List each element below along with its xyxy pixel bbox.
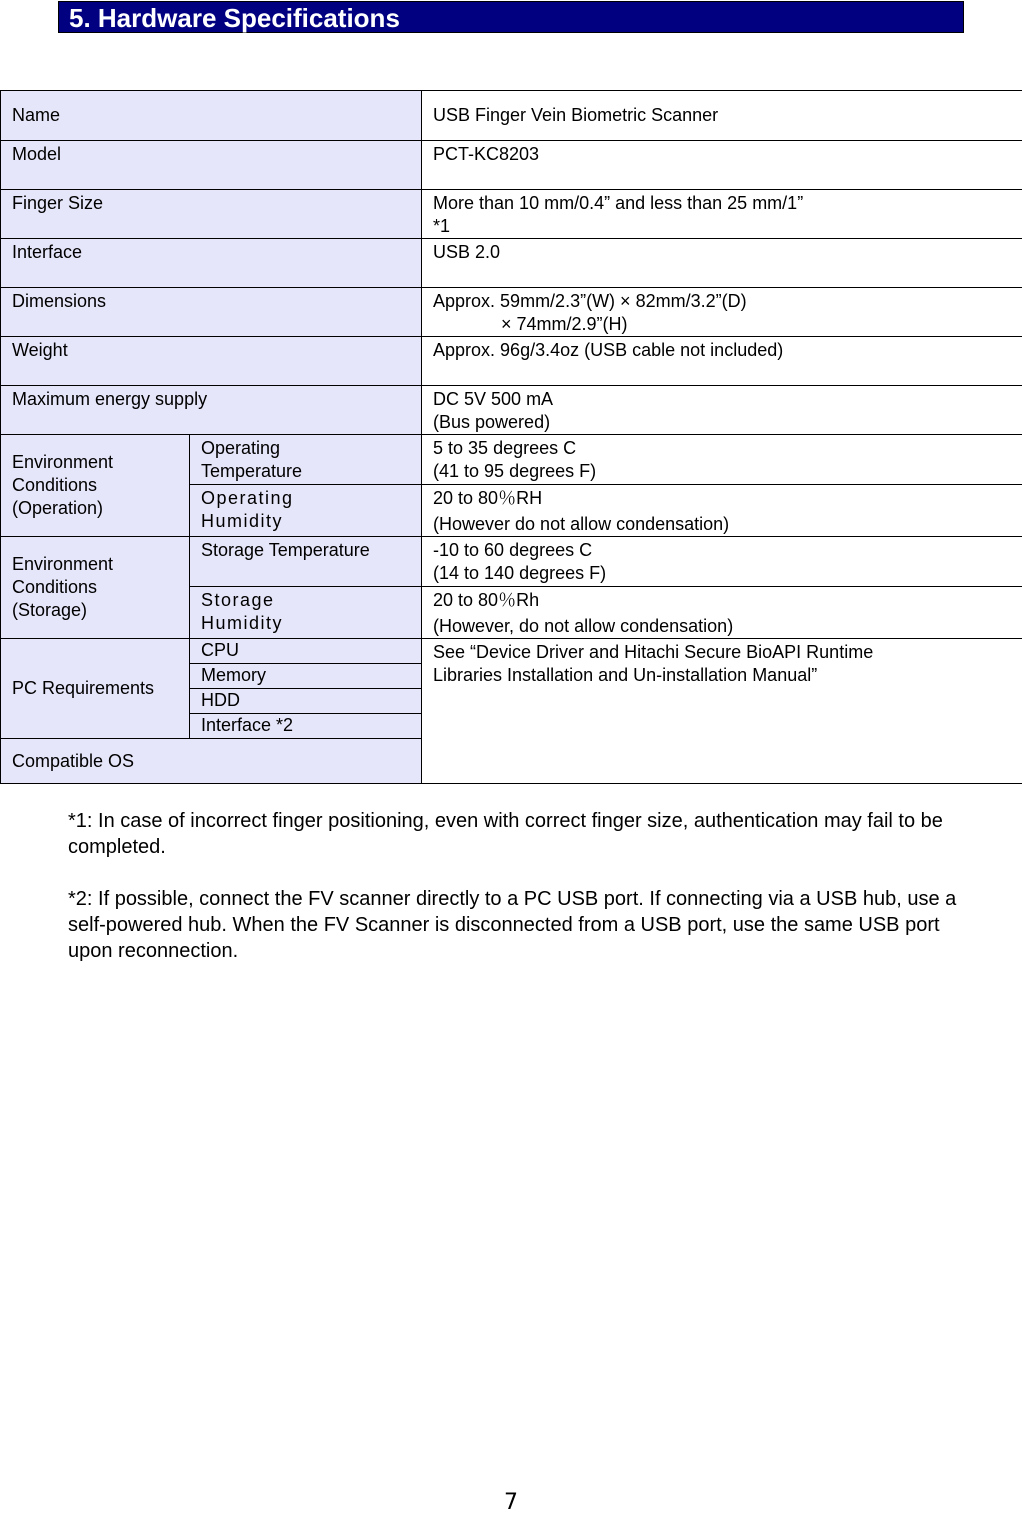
storage-temperature-value: [422, 537, 1022, 587]
operating-temperature-value-line2: (41 to 95 degrees F): [433, 461, 597, 481]
storage-humidity-label: [190, 587, 422, 639]
spec-row-model: [1, 141, 1022, 190]
operating-humidity-value-line1: 20 to 80％RH: [433, 488, 543, 508]
operating-temperature-value-line1: 5 to 35 degrees C: [433, 438, 577, 458]
env-storage-label-line3: (Storage): [12, 600, 88, 620]
footnotes: [68, 808, 968, 990]
energy-value: [422, 386, 1022, 435]
pc-hdd-label: HDD: [190, 689, 422, 714]
interface-value: USB 2.0: [422, 239, 1022, 288]
env-storage-label-line2: Conditions: [12, 577, 98, 597]
spec-row-env-storage-temp: [1, 537, 1022, 587]
finger-size-value-line1: More than 10 mm/0.4” and less than 25 mm/1”: [433, 193, 804, 213]
model-value: PCT-KC8203: [422, 141, 1022, 190]
weight-label: Weight: [1, 337, 422, 386]
storage-humidity-label-line2: Humidity: [201, 613, 284, 633]
name-label: Name: [1, 91, 422, 141]
finger-size-label: Finger Size: [1, 190, 422, 239]
page-number: 7: [504, 1490, 518, 1515]
storage-humidity-value-line2: (However, do not allow condensation): [433, 616, 734, 636]
name-value: USB Finger Vein Biometric Scanner: [422, 91, 1022, 141]
storage-humidity-value-line1: 20 to 80％Rh: [433, 590, 540, 610]
operating-temperature-label-line1: Operating: [201, 438, 281, 458]
energy-label: Maximum energy supply: [1, 386, 422, 435]
operating-humidity-value: [422, 485, 1022, 537]
storage-humidity-label-line1: Storage: [201, 590, 275, 610]
compatible-os-label: Compatible OS: [1, 739, 422, 784]
operating-humidity-label: [190, 485, 422, 537]
pc-requirements-value-line1: See “Device Driver and Hitachi Secure BioAPI Runtime: [433, 642, 874, 662]
env-storage-label: [1, 537, 190, 639]
section-title: 5. Hardware Specifications: [58, 1, 964, 33]
footnote-1: *1: In case of incorrect finger positioning, even with correct finger size, authentication may fail to be completed.: [68, 810, 943, 858]
pc-requirements-value: [422, 639, 1022, 784]
operating-humidity-label-line2: Humidity: [201, 511, 284, 531]
energy-value-line2: (Bus powered): [433, 412, 551, 432]
finger-size-value-line2: *1: [433, 216, 451, 236]
interface-label: Interface: [1, 239, 422, 288]
spec-row-env-operation-temp: [1, 435, 1022, 485]
pc-cpu-label: CPU: [190, 639, 422, 664]
spec-row-weight: [1, 337, 1022, 386]
spec-table: [0, 90, 1022, 784]
env-storage-label-line1: Environment: [12, 554, 114, 574]
operating-humidity-value-line2: (However do not allow condensation): [433, 514, 730, 534]
env-operation-label: [1, 435, 190, 537]
operating-temperature-label-line2: Temperature: [201, 461, 303, 481]
spec-row-pc-cpu: [1, 639, 1022, 664]
operating-temperature-label: [190, 435, 422, 485]
spec-row-dimensions: [1, 288, 1022, 337]
spec-row-interface: [1, 239, 1022, 288]
model-label: Model: [1, 141, 422, 190]
pc-requirements-label: PC Requirements: [1, 639, 190, 739]
energy-value-line1: DC 5V 500 mA: [433, 389, 554, 409]
pc-requirements-value-line2: Libraries Installation and Un-installation Manual”: [433, 665, 818, 685]
spec-row-energy: [1, 386, 1022, 435]
weight-value: Approx. 96g/3.4oz (USB cable not included): [422, 337, 1022, 386]
operating-humidity-label-line1: Operating: [201, 488, 294, 508]
storage-temperature-label: Storage Temperature: [190, 537, 422, 587]
footnote-2: *2: If possible, connect the FV scanner directly to a PC USB port. If connecting via a USB hub, use a self-powered hub. When the FV Scanner is disconnected from a USB port, use the same USB port upon reconnection.: [68, 888, 957, 962]
finger-size-value: [422, 190, 1022, 239]
storage-humidity-value: [422, 587, 1022, 639]
dimensions-value: [422, 288, 1022, 337]
env-operation-label-line3: (Operation): [12, 498, 104, 518]
pc-interface-label: Interface *2: [190, 714, 422, 739]
operating-temperature-value: [422, 435, 1022, 485]
dimensions-value-line1: Approx. 59mm/2.3”(W) × 82mm/3.2”(D): [433, 291, 747, 311]
env-operation-label-line1: Environment: [12, 452, 114, 472]
dimensions-label: Dimensions: [1, 288, 422, 337]
storage-temperature-value-line1: -10 to 60 degrees C: [433, 540, 593, 560]
dimensions-value-line2: × 74mm/2.9”(H): [501, 314, 628, 334]
spec-row-finger-size: [1, 190, 1022, 239]
env-operation-label-line2: Conditions: [12, 475, 98, 495]
spec-row-name: [1, 91, 1022, 141]
storage-temperature-value-line2: (14 to 140 degrees F): [433, 563, 607, 583]
pc-memory-label: Memory: [190, 664, 422, 689]
